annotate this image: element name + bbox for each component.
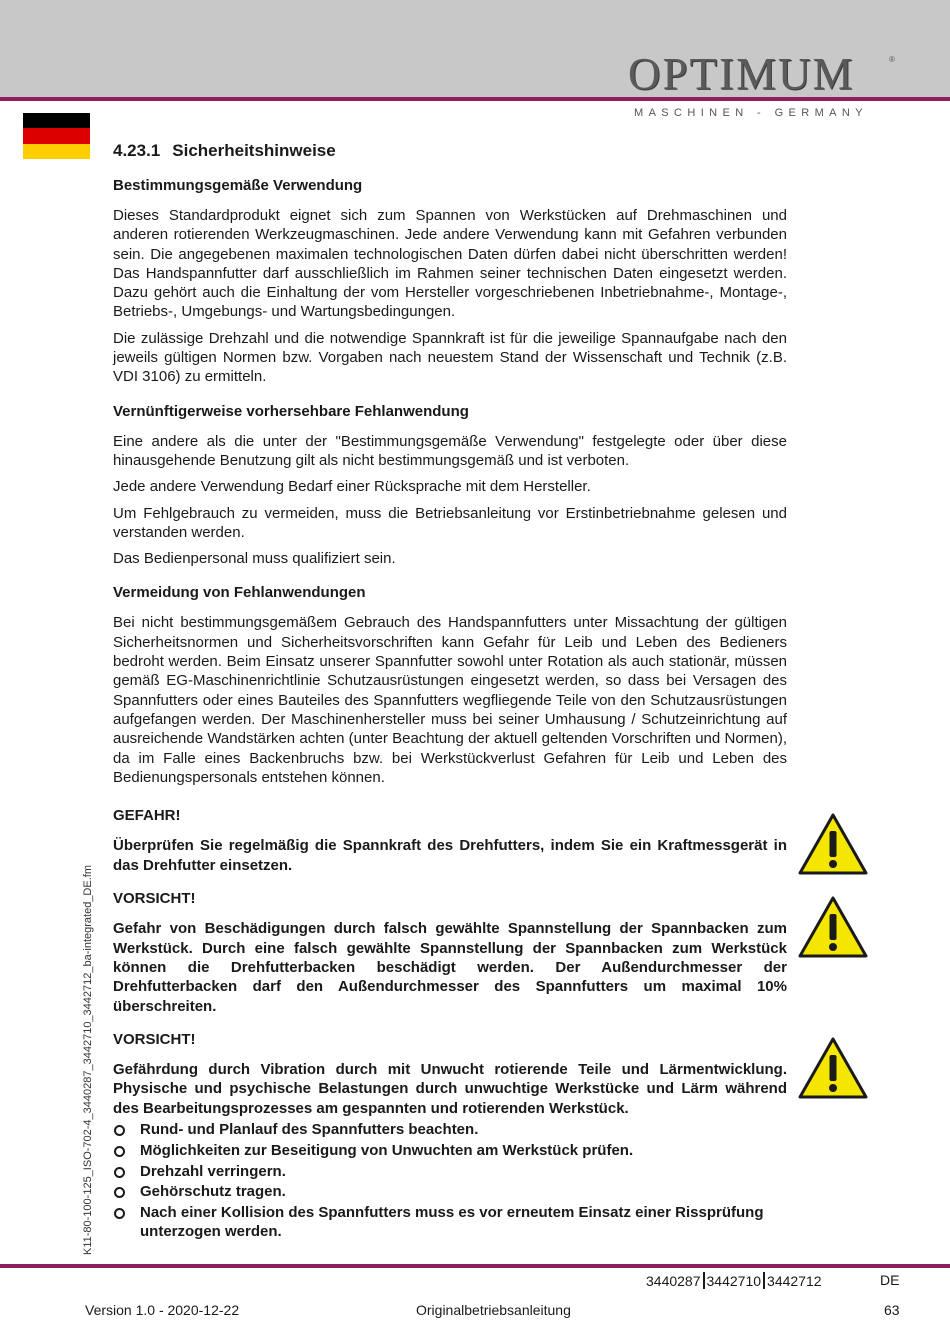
bullet-circle-icon: [114, 1146, 125, 1157]
side-file-label: K11-80-100-125_ISO-702-4_3440287_3442710_3442712_ba-integrated_DE.fm: [82, 865, 94, 1255]
intended-use-paragraph: Die zulässige Drehzahl und die notwendige Spannkraft ist für die jeweilige Spannaufgabe nach den jeweils gültigen Normen bzw. Vorgaben nach neuestem Stand der Wissenschaft und Technik (z.B. VDI 3106) zu ermitteln.: [113, 329, 787, 386]
danger-title: GEFAHR!: [113, 807, 181, 825]
registered-mark: ®: [889, 55, 895, 64]
intended-use-heading: Bestimmungsgemäße Verwendung: [113, 177, 363, 194]
section-title: [113, 139, 787, 163]
caution-title: VORSICHT!: [113, 890, 196, 908]
section-title-text: Sicherheitshinweise: [172, 141, 336, 160]
bullet-circle-icon: [114, 1187, 125, 1198]
optimum-logo: OPTIMUM: [628, 49, 855, 99]
footer-version: Version 1.0 - 2020-12-22: [85, 1302, 240, 1318]
danger-text: Überprüfen Sie regelmäßig die Spannkraft des Drehfutters, indem Sie ein Kraftmessgerät in das Drehfutter einsetzen.: [113, 837, 787, 874]
bullet-circle-icon: [114, 1208, 125, 1219]
logo-subtitle: MASCHINEN - GERMANY: [634, 107, 868, 119]
list-item: Nach einer Kollision des Spannfutters muss es vor erneutem Einsatz einer Rissprüfung unterzogen werden.: [113, 1203, 787, 1242]
list-item: Gehörschutz tragen.: [113, 1182, 787, 1201]
part-number: 3440287: [646, 1273, 701, 1289]
footer-doc-type: Originalbetriebsanleitung: [416, 1302, 571, 1318]
misuse-paragraph: Das Bedienpersonal muss qualifiziert sein.: [113, 550, 396, 568]
main-content: [113, 139, 787, 1243]
caution-text: Gefahr von Beschädigungen durch falsch gewählte Spannstellung der Spannbacken zum Werkstück. Durch eine falsch gewählte Spannstellung der Spannbacken zum Werkstück können die Drehfutterbacken beschädigt werden. Der Außendurchmesser der Drehfutterbacken darf den Außendurchmesser des Spannfutters um maximal 10% überschreiten.: [113, 920, 787, 1015]
part-number: 3442710: [706, 1273, 762, 1289]
flag-stripe-gold: [23, 144, 90, 159]
bullet-circle-icon: [114, 1167, 125, 1178]
warning-triangle-icon: [798, 896, 868, 958]
bullet-circle-icon: [114, 1125, 125, 1136]
list-item: Möglichkeiten zur Beseitigung von Unwuchten am Werkstück prüfen.: [113, 1141, 787, 1160]
avoid-heading: Vermeidung von Fehlanwendungen: [113, 584, 366, 602]
list-item: Drehzahl verringern.: [113, 1162, 787, 1181]
caution-text: Gefährdung durch Vibration durch mit Unwucht rotierende Teile und Lärmentwicklung. Physische und psychische Belastungen durch unwuchtige Werkstücke und Lärm während des Bearbeitungsprozesses am gespannten und rotierenden Werkstück.: [113, 1061, 787, 1117]
part-numbers: [646, 1272, 822, 1289]
page-number: 63: [884, 1302, 900, 1318]
misuse-paragraph: Jede andere Verwendung Bedarf einer Rücksprache mit dem Hersteller.: [113, 478, 591, 496]
misuse-paragraph: Um Fehlgebrauch zu vermeiden, muss die Betriebsanleitung vor Erstinbetriebnahme gelesen und verstanden werden.: [113, 504, 787, 541]
warning-triangle-icon: [798, 813, 868, 875]
footer-language: DE: [880, 1272, 900, 1288]
part-number: 3442712: [767, 1273, 822, 1289]
germany-flag-icon: [23, 113, 90, 159]
misuse-paragraph: Eine andere als die unter der "Bestimmungsgemäße Verwendung" festgelegte oder über diese hinausgehende Benutzung gilt als nicht bestimmungsgemäß und ist verboten.: [113, 432, 787, 469]
intended-use-paragraph: Dieses Standardprodukt eignet sich zum Spannen von Werkstücken auf Drehmaschinen und anderen rotierenden Werkzeugmaschinen. Jede andere Verwendung kann mit Gefahren verbunden sein. Die angegebenen maximalen technologischen Daten dürfen dabei nicht überschritten werden! Das Handspannfutter darf ausschließlich im Rahmen seiner technischen Daten eingesetzt werden. Dazu gehört auch die Einhaltung der vom Hersteller vorgeschriebenen Inbetriebnahme-, Montage-, Betriebs-, Umgebungs- und Wartungsbedingungen.: [113, 207, 787, 321]
flag-stripe-red: [23, 128, 90, 143]
flag-stripe-black: [23, 113, 90, 128]
section-number: 4.23.1: [113, 141, 161, 160]
footer-rule: [0, 1264, 950, 1268]
list-item: Rund- und Planlauf des Spannfutters beachten.: [113, 1120, 787, 1139]
misuse-heading: Vernünftigerweise vorhersehbare Fehlanwendung: [113, 402, 469, 420]
precaution-list: [113, 1120, 787, 1242]
avoid-paragraph: Bei nicht bestimmungsgemäßem Gebrauch des Handspannfutters unter Missachtung der gültigen Sicherheitsnormen und Sicherheitsvorschriften kann Gefahr für Leib und Leben des Bedieners bedroht werden. Beim Einsatz unserer Spannfutter sowohl unter Rotation als auch stationär, müssen gemäß EG-Maschinenrichtlinie Schutzausrüstungen eingesetzt werden, so dass bei Versagen des Spannfutters oder eines Bauteiles des Spannfutters wegfliegende Teile von den Schutzausrüstungen aufgefangen werden. Der Maschinenhersteller muss bei seiner Umhausung / Schutzeinrichtung auf ausreichende Wandstärken achten (unter Beachtung der aktuell geltenden Vorschriften und Normen), da im Falle eines Backenbruchs bzw. bei Werkstückverlust Gefahren für Leib und Leben des Bedienungspersonals entstehen können.: [113, 614, 787, 786]
caution-title: VORSICHT!: [113, 1030, 196, 1048]
warning-triangle-icon: [798, 1037, 868, 1099]
